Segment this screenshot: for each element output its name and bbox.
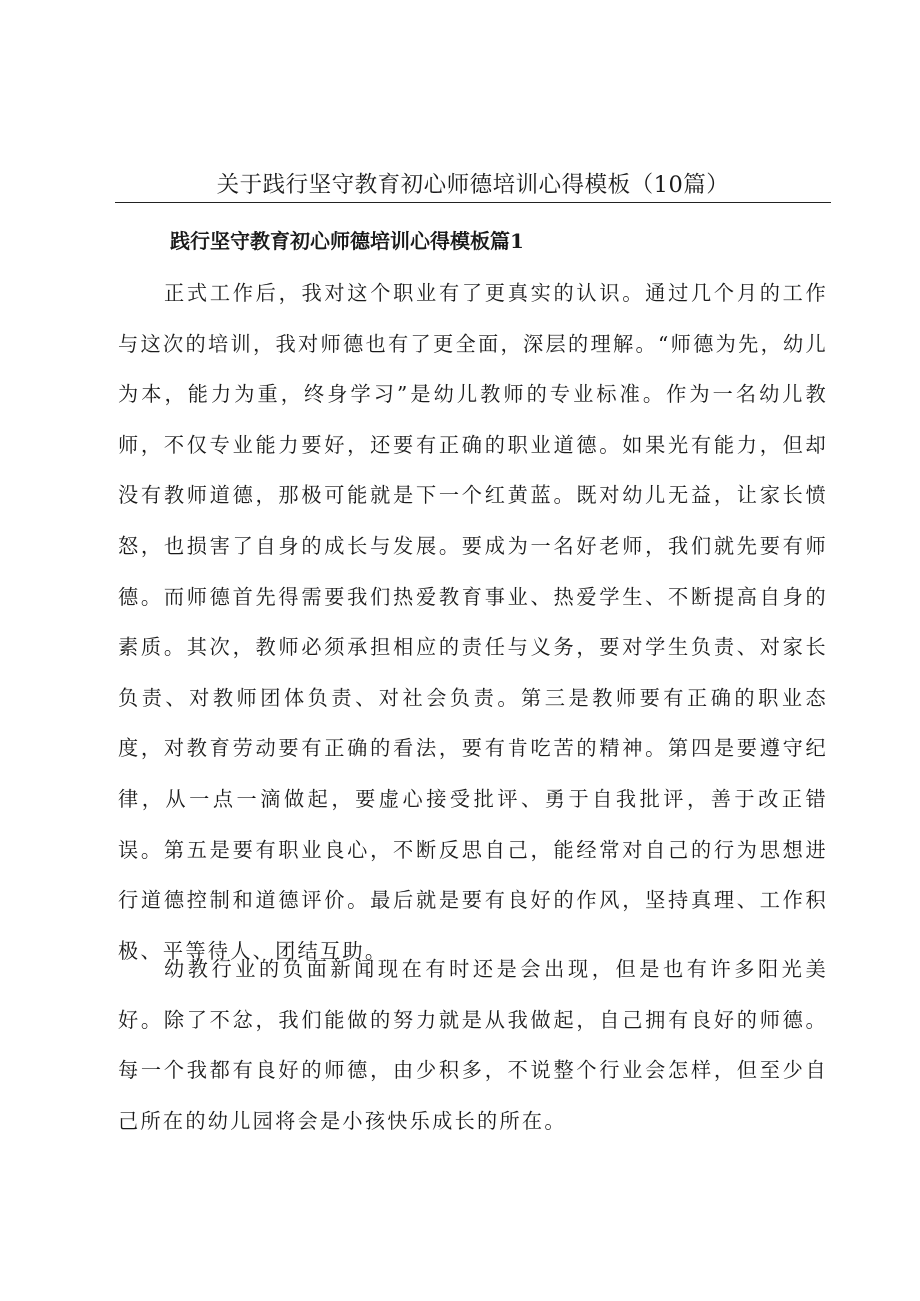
- document-title: 关于践行坚守教育初心师德培训心得模板（10篇）: [216, 172, 730, 198]
- title-underline: [115, 202, 831, 203]
- section-heading: 践行坚守教育初心师德培训心得模板篇1: [170, 229, 524, 253]
- body-paragraph: 幼教行业的负面新闻现在有时还是会出现，但是也有许多阳光美好。除了不忿，我们能做的努力就是从我做起，自己拥有良好的师德。每一个我都有良好的师德，由少积多，不说整个行业会怎样，但至少自己所在的幼儿园将会是小孩快乐成长的所在。: [118, 957, 828, 1133]
- body-paragraph: 正式工作后，我对这个职业有了更真实的认识。通过几个月的工作与这次的培训，我对师德也有了更全面，深层的理解。“师德为先，幼儿为本，能力为重，终身学习”是幼儿教师的专业标准。作为一名幼儿教师，不仅专业能力要好，还要有正确的职业道德。如果光有能力，但却没有教师道德，那极可能就是下一个红黄蓝。既对幼儿无益，让家长愤怒，也损害了自身的成长与发展。要成为一名好老师，我们就先要有师德。而师德首先得需要我们热爱教育事业、热爱学生、不断提高自身的素质。其次，教师必须承担相应的责任与义务，要对学生负责、对家长负责、对教师团体负责、对社会负责。第三是教师要有正确的职业态度，对教育劳动要有正确的看法，要有肯吃苦的精神。第四是要遵守纪律，从一点一滴做起，要虚心接受批评、勇于自我批评，善于改正错误。第五是要有职业良心，不断反思自己，能经常对自己的行为思想进行道德控制和道德评价。最后就是要有良好的作风，坚持真理、工作积极、平等待人、团结互助。: [118, 281, 828, 963]
